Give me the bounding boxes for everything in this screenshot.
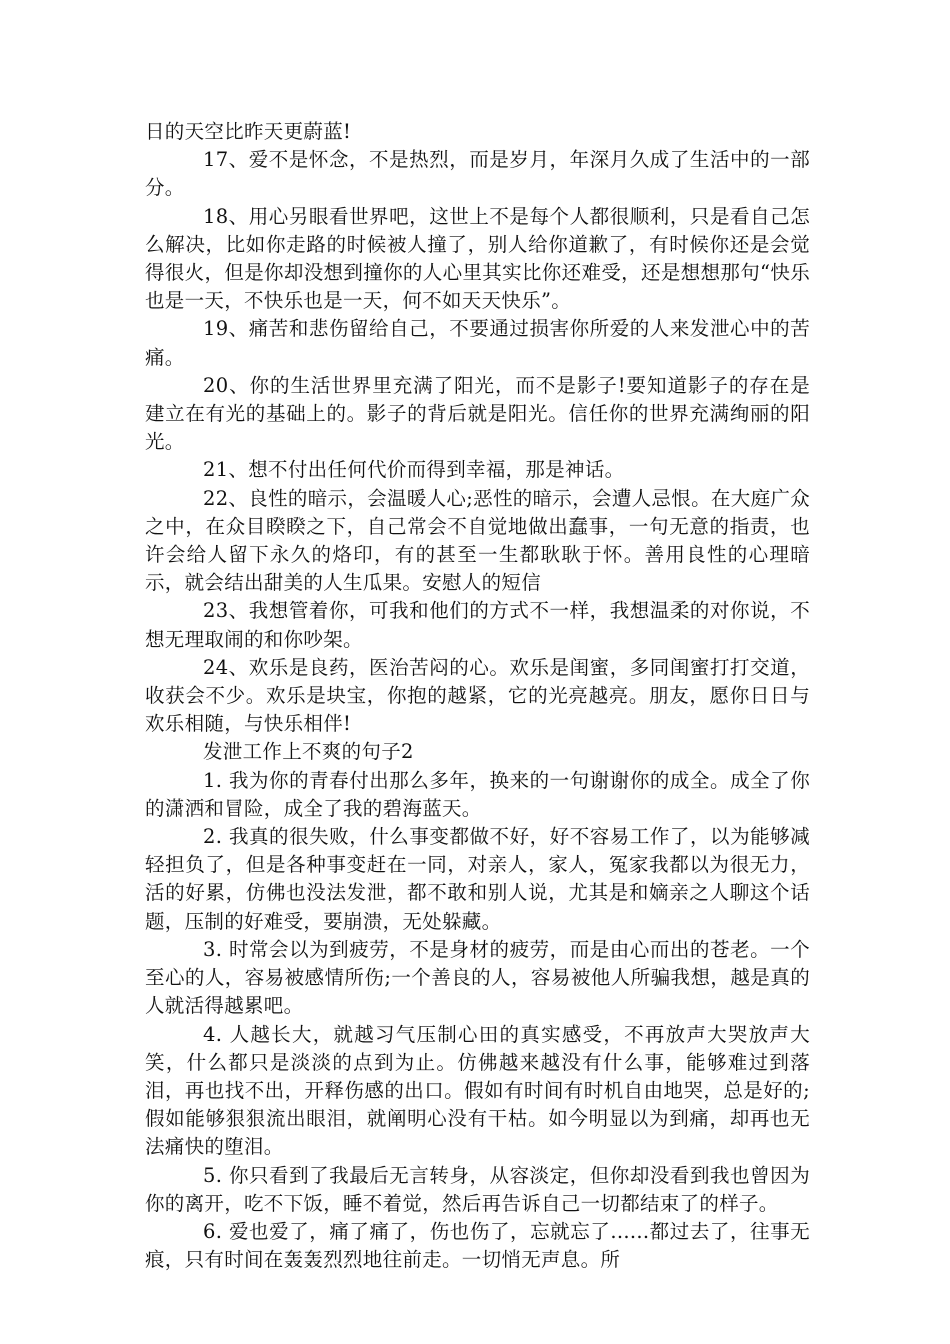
quote-3: 3. 时常会以为到疲劳，不是身材的疲劳，而是由心而出的苍老。一个至心的人，容易被感情所伤;一个善良的人，容易被他人所骗我想，越是真的人就活得越累吧。 <box>145 937 810 1018</box>
quote-5: 5. 你只看到了我最后无言转身，从容淡定，但你却没看到我也曾因为你的离开，吃不下饭，睡不着觉，然后再告诉自己一切都结束了的样子。 <box>145 1163 810 1215</box>
paragraph-24: 24、欢乐是良药，医治苦闷的心。欢乐是闺蜜，多同闺蜜打打交道，收获会不少。欢乐是块宝，你抱的越紧，它的光亮越亮。朋友，愿你日日与欢乐相随，与快乐相伴! <box>145 655 810 736</box>
paragraph-19: 19、痛苦和悲伤留给自己，不要通过损害你所爱的人来发泄心中的苦痛。 <box>145 317 810 369</box>
quote-6: 6. 爱也爱了，痛了痛了，伤也伤了，忘就忘了......都过去了，往事无痕，只有时间在轰轰烈烈地往前走。一切悄无声息。所 <box>145 1219 810 1272</box>
paragraph-20: 20、你的生活世界里充满了阳光，而不是影子!要知道影子的存在是建立在有光的基础上的。影子的背后就是阳光。信任你的世界充满绚丽的阳光。 <box>145 373 810 454</box>
paragraph-17: 17、爱不是怀念，不是热烈，而是岁月，年深月久成了生活中的一部分。 <box>145 148 810 200</box>
paragraph-23: 23、我想管着你，可我和他们的方式不一样，我想温柔的对你说，不想无理取闹的和你吵架。 <box>145 599 810 651</box>
quote-4: 4. 人越长大，就越习气压制心田的真实感受，不再放声大哭放声大笑，什么都只是淡淡的点到为止。仿佛越来越没有什么事，能够难过到落泪，再也找不出，开释伤感的出口。假如有时间有时机自由地哭，总是好的;假如能够狠狠流出眼泪，就阐明心没有干枯。如今明显以为到痛，却再也无法痛快的堕泪。 <box>145 1022 810 1159</box>
document-body <box>145 118 810 1274</box>
quote-2: 2. 我真的很失败，什么事变都做不好，好不容易工作了，以为能够减轻担负了，但是各种事变赶在一同，对亲人，家人，冤家我都以为很无力，活的好累，仿佛也没法发泄，都不敢和别人说，尤其是和嫡亲之人聊这个话题，压制的好难受，要崩溃，无处躲藏。 <box>145 825 810 933</box>
paragraph-22: 22、良性的暗示，会温暖人心;恶性的暗示，会遭人忌恨。在大庭广众之中，在众目睽睽之下，自己常会不自觉地做出蠢事，一句无意的指责，也许会给人留下永久的烙印，有的甚至一生都耿耿于怀。善用良性的心理暗示，就会结出甜美的人生瓜果。安慰人的短信 <box>145 486 810 595</box>
quote-1: 1. 我为你的青春付出那么多年，换来的一句谢谢你的成全。成全了你的潇洒和冒险，成全了我的碧海蓝天。 <box>145 768 810 820</box>
paragraph-18: 18、用心另眼看世界吧，这世上不是每个人都很顺利，只是看自己怎么解决，比如你走路的时候被人撞了，别人给你道歉了，有时候你还是会觉得很火，但是你却没想到撞你的人心里其实比你还难受，还是想想那句“快乐也是一天，不快乐也是一天，何不如天天快乐”。 <box>145 204 810 313</box>
paragraph-continuation: 日的天空比昨天更蔚蓝! <box>145 120 352 143</box>
paragraph-21: 21、想不付出任何代价而得到幸福，那是神话。 <box>203 458 625 482</box>
section-heading: 发泄工作上不爽的句子2 <box>203 740 414 764</box>
